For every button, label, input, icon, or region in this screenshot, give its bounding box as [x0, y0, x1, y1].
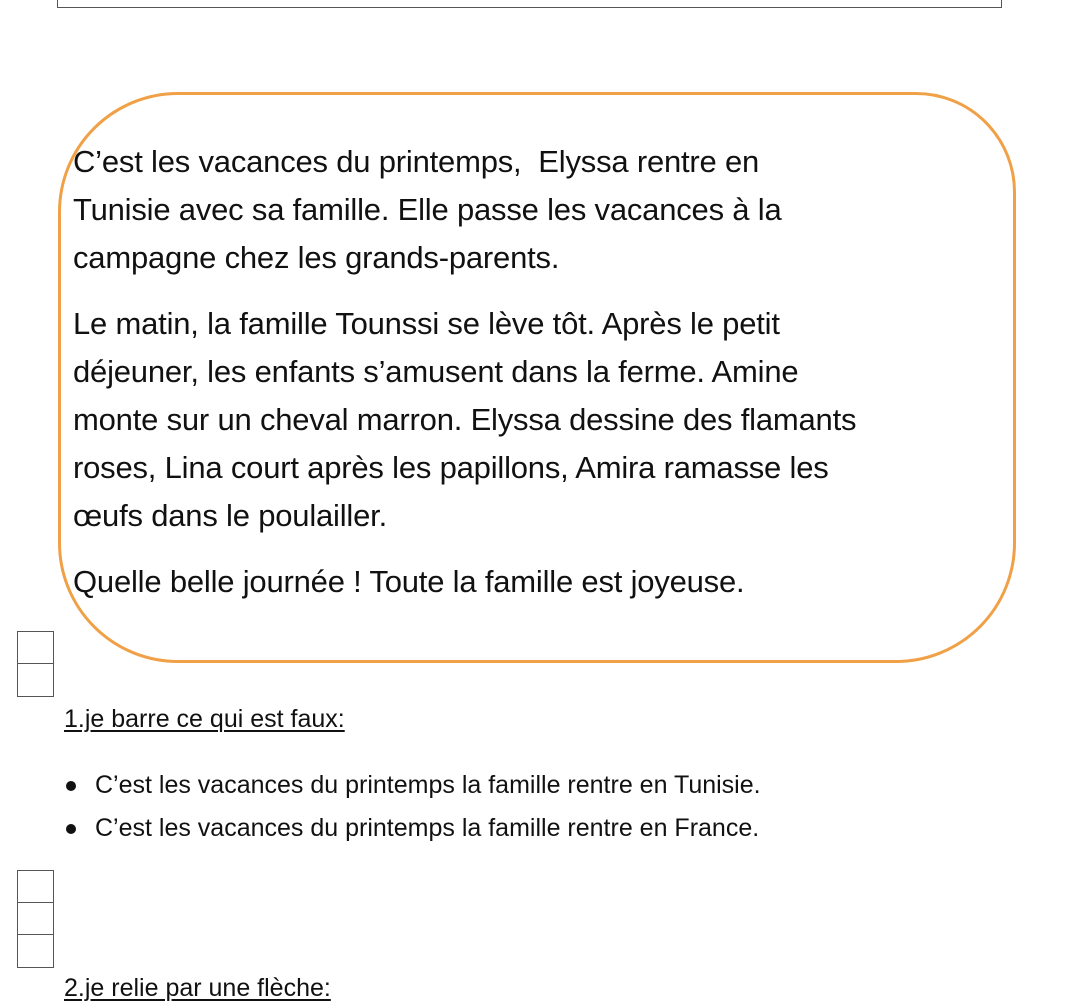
top-frame: [57, 0, 1002, 8]
answer-boxes-1: [17, 631, 54, 697]
story-line: Tunisie avec sa famille. Elle passe les vacances à la: [73, 192, 782, 227]
answer-box[interactable]: [18, 664, 53, 696]
story-line: campagne chez les grands-parents.: [73, 240, 560, 275]
story-line: roses, Lina court après les papillons, Amira ramasse les: [73, 450, 829, 485]
exercise-2-heading: 2.je relie par une flèche:: [64, 974, 331, 1002]
story-line: œufs dans le poulailler.: [73, 498, 387, 533]
answer-box[interactable]: [18, 903, 53, 935]
story-line: Le matin, la famille Tounssi se lève tôt. Après le petit: [73, 306, 780, 341]
answer-box[interactable]: [18, 935, 53, 967]
exercise-1-heading: 1.je barre ce qui est faux:: [64, 705, 345, 733]
exercise-1-options: [64, 764, 761, 850]
exercise-1-option[interactable]: C’est les vacances du printemps la famille rentre en Tunisie.: [64, 764, 761, 807]
answer-box[interactable]: [18, 632, 53, 664]
story-line: Quelle belle journée ! Toute la famille est joyeuse.: [73, 564, 745, 599]
story-text: [73, 138, 1013, 606]
answer-boxes-2: [17, 870, 54, 968]
exercise-1-option[interactable]: C’est les vacances du printemps la famille rentre en France.: [64, 807, 761, 850]
story-line: monte sur un cheval marron. Elyssa dessine des flamants: [73, 402, 857, 437]
story-line: déjeuner, les enfants s’amusent dans la ferme. Amine: [73, 354, 799, 389]
answer-box[interactable]: [18, 871, 53, 903]
story-line: C’est les vacances du printemps, Elyssa rentre en: [73, 144, 760, 179]
